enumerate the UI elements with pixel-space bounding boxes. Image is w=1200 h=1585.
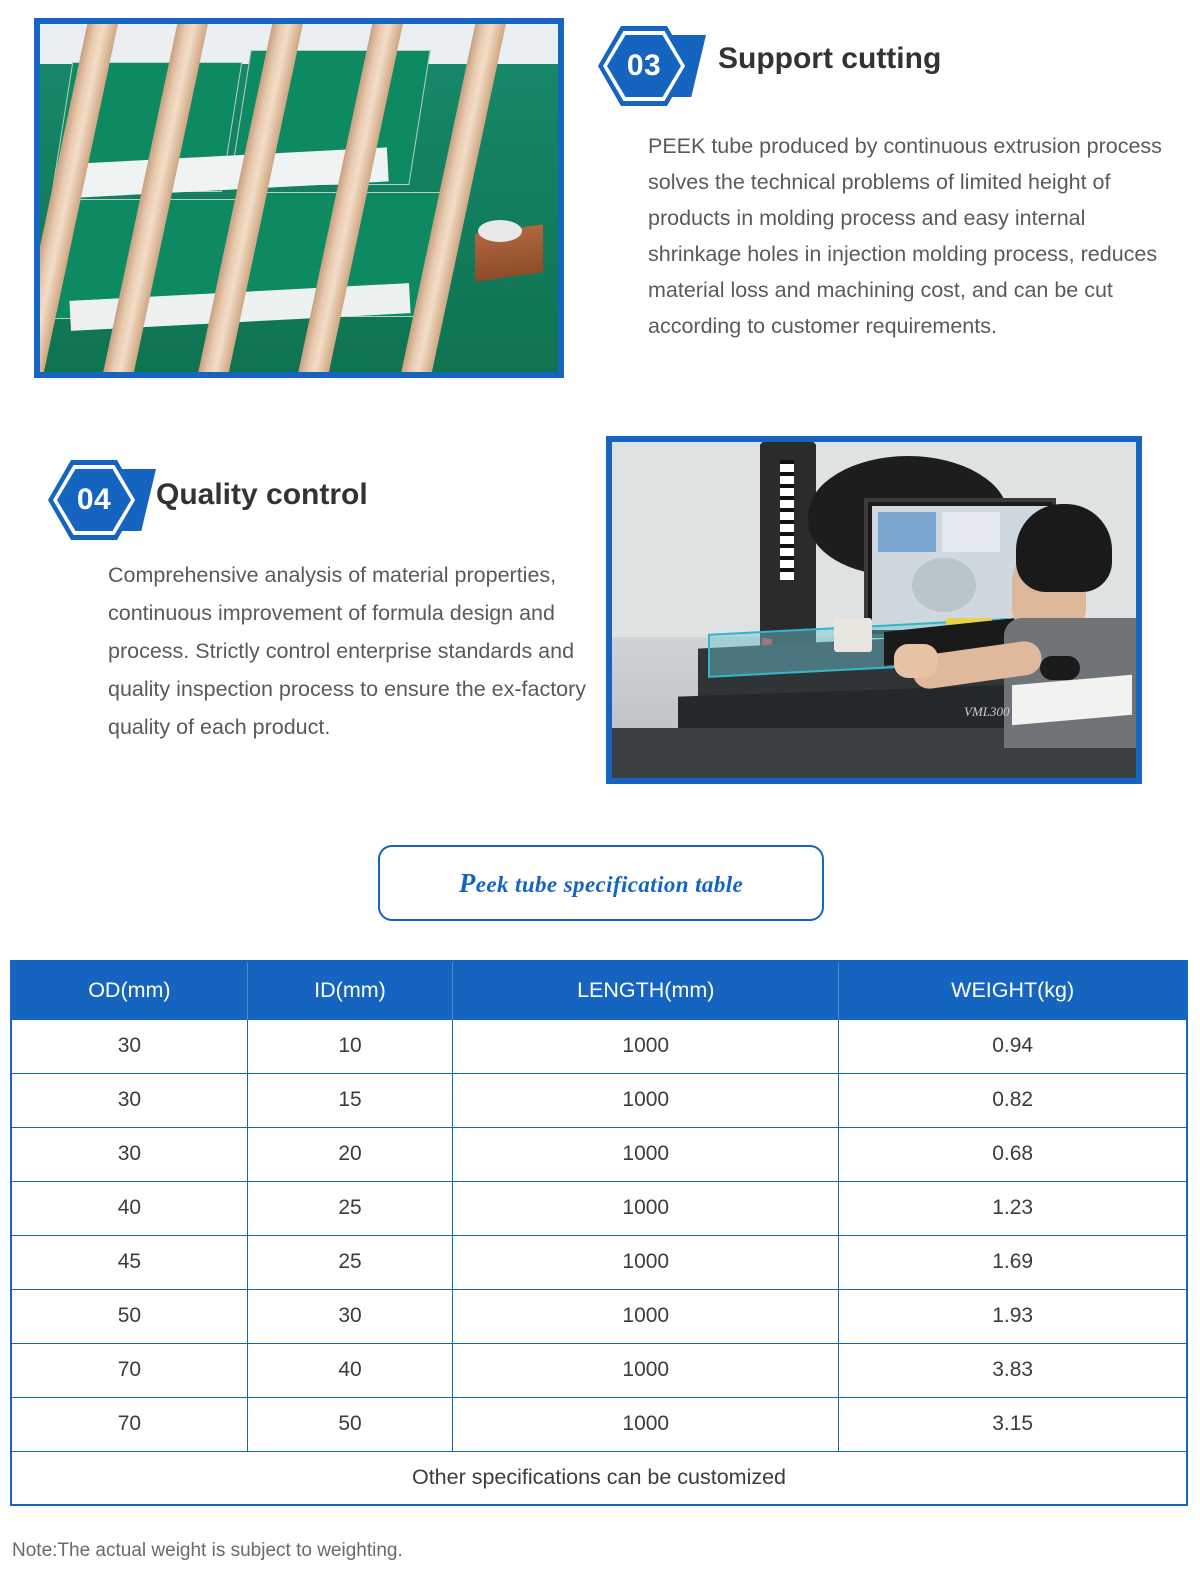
spec-banner-rest: eek tube specification table	[475, 871, 744, 897]
cell-id: 20	[247, 1127, 452, 1181]
roller-support	[478, 220, 522, 242]
cell-id: 15	[247, 1073, 452, 1127]
spec-banner-title	[459, 868, 743, 899]
table-row	[11, 1073, 1187, 1127]
spec-banner-box	[378, 845, 824, 921]
cell-weight: 0.82	[839, 1073, 1187, 1127]
hexagon-badge-icon	[48, 460, 140, 540]
section-number: 03	[626, 49, 662, 82]
cell-weight: 0.68	[839, 1127, 1187, 1181]
cell-weight: 3.15	[839, 1397, 1187, 1451]
cell-id: 40	[247, 1343, 452, 1397]
cell-length: 1000	[453, 1397, 839, 1451]
cell-weight: 1.93	[839, 1289, 1187, 1343]
spec-table-wrapper	[10, 960, 1188, 1506]
cell-od: 70	[11, 1343, 247, 1397]
cell-length: 1000	[453, 1289, 839, 1343]
cell-od: 30	[11, 1127, 247, 1181]
weight-note: Note:The actual weight is subject to weighting.	[12, 1540, 403, 1561]
cell-od: 45	[11, 1235, 247, 1289]
sample-part	[834, 618, 872, 652]
hexagon-badge-icon	[598, 26, 690, 106]
section-03-body: PEEK tube produced by continuous extrusion process solves the technical problems of limited height of products in molding process and easy internal shrinkage holes in injection molding process, reduces material loss and machining cost, and can be cut according to customer requirements.	[648, 134, 1162, 338]
section-03-title: Support cutting	[718, 42, 942, 75]
section-04-badge	[48, 460, 140, 540]
cell-length: 1000	[453, 1181, 839, 1235]
spec-banner-first-letter: P	[458, 867, 476, 898]
table-footer-note: Other specifications can be customized	[11, 1451, 1187, 1505]
mouse	[1040, 656, 1080, 680]
cell-weight: 0.94	[839, 1019, 1187, 1073]
column-header-od: OD(mm)	[11, 961, 247, 1019]
cell-od: 50	[11, 1289, 247, 1343]
support-cutting-image	[34, 18, 564, 378]
operator-cap	[1016, 504, 1112, 592]
cell-length: 1000	[453, 1235, 839, 1289]
quality-control-image	[606, 436, 1142, 784]
cell-length: 1000	[453, 1019, 839, 1073]
operator-hand	[894, 644, 938, 678]
cell-id: 30	[247, 1289, 452, 1343]
table-row	[11, 1127, 1187, 1181]
table-row	[11, 1397, 1187, 1451]
cell-weight: 1.69	[839, 1235, 1187, 1289]
cell-od: 30	[11, 1019, 247, 1073]
section-number: 04	[76, 483, 112, 516]
section-04-title: Quality control	[156, 478, 368, 511]
spec-table	[10, 960, 1188, 1506]
column-header-id: ID(mm)	[247, 961, 452, 1019]
cell-id: 10	[247, 1019, 452, 1073]
table-header-row	[11, 961, 1187, 1019]
cell-od: 30	[11, 1073, 247, 1127]
cell-id: 50	[247, 1397, 452, 1451]
device-model-label: VML300	[964, 704, 1010, 719]
cell-id: 25	[247, 1235, 452, 1289]
table-row	[11, 1235, 1187, 1289]
cell-od: 40	[11, 1181, 247, 1235]
table-footer-row	[11, 1451, 1187, 1505]
column-header-length: LENGTH(mm)	[453, 961, 839, 1019]
cell-weight: 3.83	[839, 1343, 1187, 1397]
cell-weight: 1.23	[839, 1181, 1187, 1235]
cell-id: 25	[247, 1181, 452, 1235]
cell-length: 1000	[453, 1127, 839, 1181]
cell-length: 1000	[453, 1343, 839, 1397]
table-row	[11, 1019, 1187, 1073]
table-row	[11, 1181, 1187, 1235]
table-row	[11, 1289, 1187, 1343]
column-header-weight: WEIGHT(kg)	[839, 961, 1187, 1019]
section-04-body: Comprehensive analysis of material properties, continuous improvement of formula design and process. Strictly control enterprise standards and quality inspection process to ensure the ex-factory quality of each product.	[108, 563, 587, 739]
section-03-badge	[598, 26, 690, 106]
table-row	[11, 1343, 1187, 1397]
cell-length: 1000	[453, 1073, 839, 1127]
measuring-scale	[780, 460, 794, 580]
cell-od: 70	[11, 1397, 247, 1451]
